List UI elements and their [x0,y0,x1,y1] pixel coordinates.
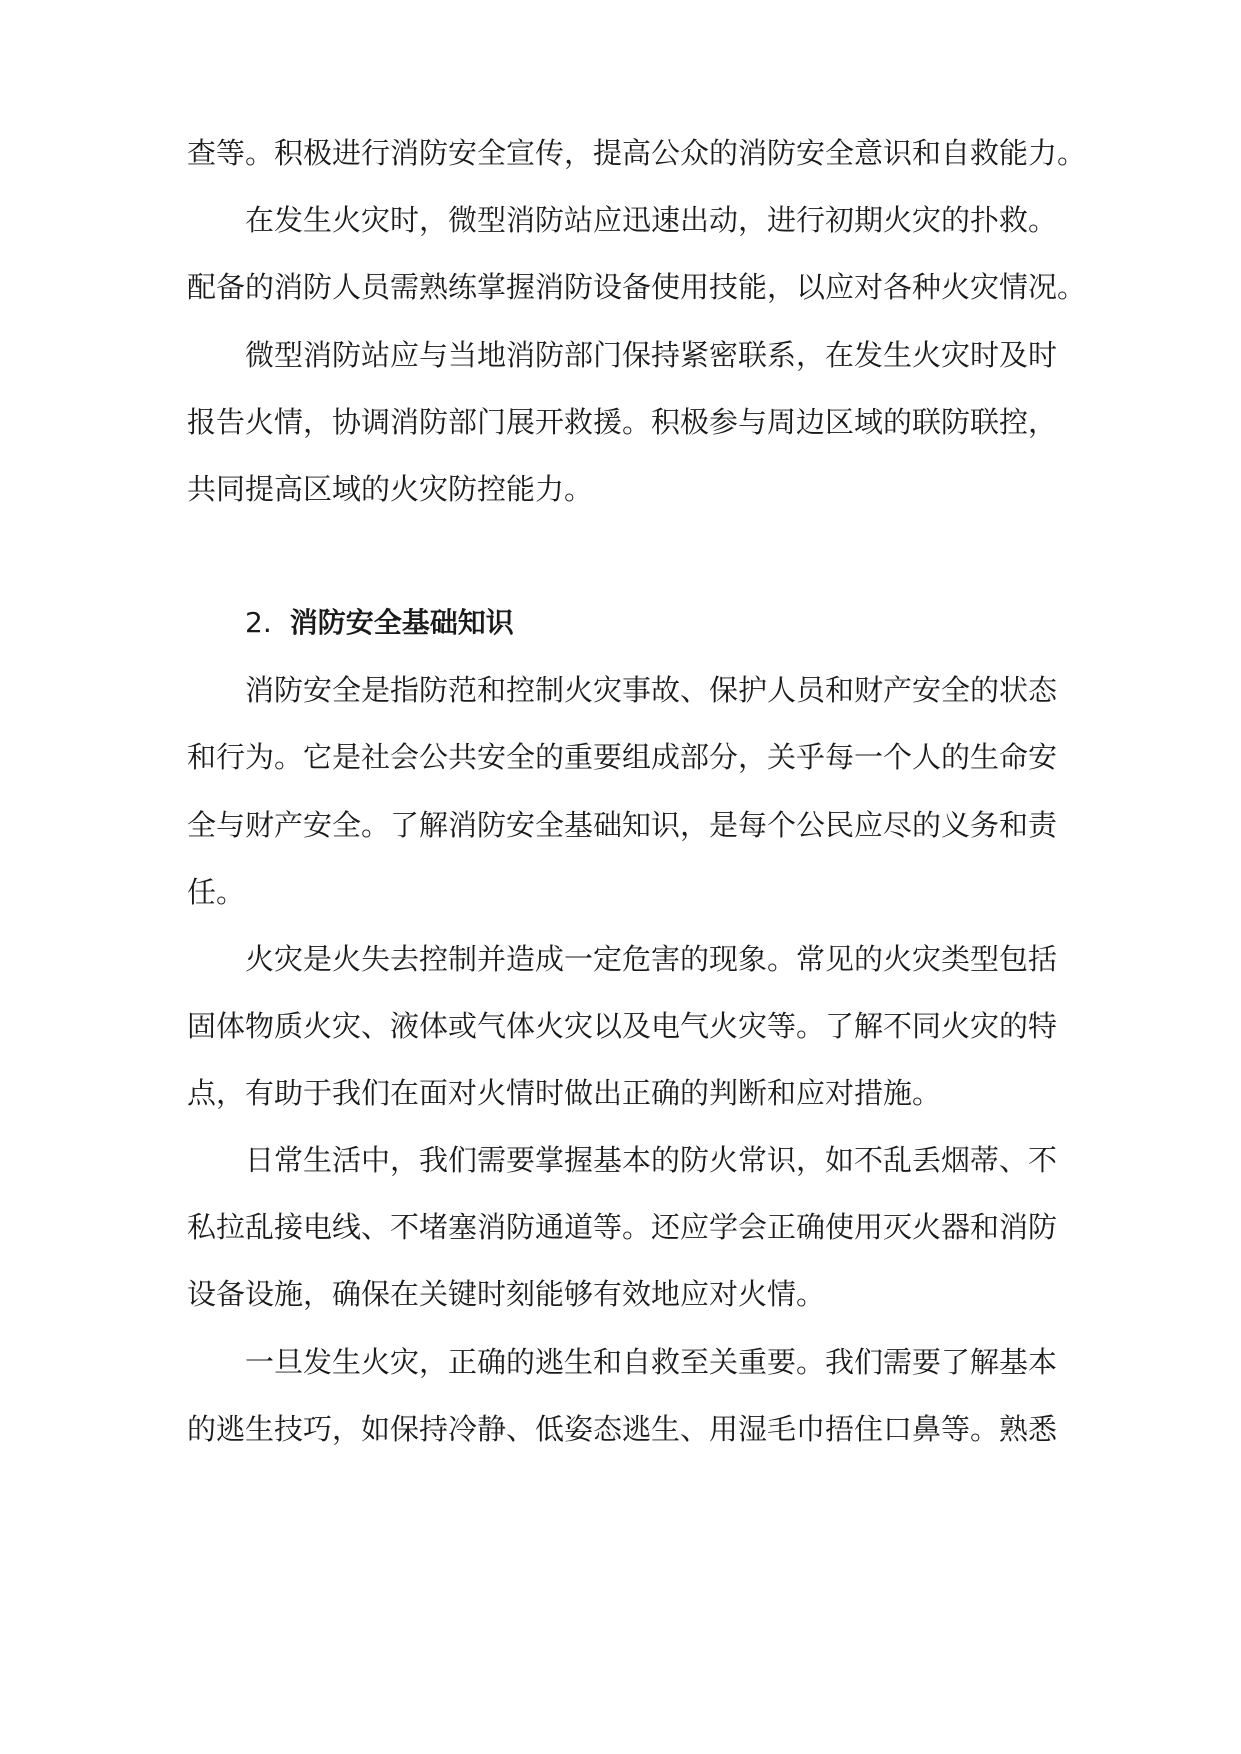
paragraph-line: 私拉乱接电线、不堵塞消防通道等。还应学会正确使用灭火器和消防 [187,1210,1058,1244]
paragraph-line: 全与财产安全。了解消防安全基础知识，是每个公民应尽的义务和责 [187,808,1058,842]
section-number: 2. [245,606,272,639]
paragraph-line: 任。 [187,875,246,909]
paragraph-line: 配备的消防人员需熟练掌握消防设备使用技能，以应对各种火灾情况。 [187,270,1087,304]
paragraph-line: 报告火情，协调消防部门展开救援。积极参与周边区域的联防联控， [187,405,1058,439]
paragraph-line: 消防安全是指防范和控制火灾事故、保护人员和财产安全的状态 [245,673,1058,707]
paragraph-line: 共同提高区域的火灾防控能力。 [187,472,594,506]
paragraph-line: 一旦发生火灾，正确的逃生和自救至关重要。我们需要了解基本 [245,1345,1058,1379]
paragraph-line: 点，有助于我们在面对火情时做出正确的判断和应对措施。 [187,1076,942,1110]
paragraph-line: 固体物质火灾、液体或气体火灾以及电气火灾等。了解不同火灾的特 [187,1009,1058,1043]
paragraph-line: 设备设施，确保在关键时刻能够有效地应对火情。 [187,1277,826,1311]
paragraph-line: 日常生活中，我们需要掌握基本的防火常识，如不乱丢烟蒂、不 [245,1143,1058,1177]
section-title: 消防安全基础知识 [289,606,514,639]
section-heading [245,601,514,645]
paragraph-line: 微型消防站应与当地消防部门保持紧密联系，在发生火灾时及时 [245,338,1058,372]
paragraph-line: 在发生火灾时，微型消防站应迅速出动，进行初期火灾的扑救。 [245,203,1058,237]
paragraph-line: 和行为。它是社会公共安全的重要组成部分，关乎每一个人的生命安 [187,740,1058,774]
paragraph-line: 火灾是火失去控制并造成一定危害的现象。常见的火灾类型包括 [245,942,1058,976]
paragraph-line: 的逃生技巧，如保持冷静、低姿态逃生、用湿毛巾捂住口鼻等。熟悉 [187,1412,1058,1446]
paragraph-line: 查等。积极进行消防安全宣传，提高公众的消防安全意识和自救能力。 [187,136,1087,170]
